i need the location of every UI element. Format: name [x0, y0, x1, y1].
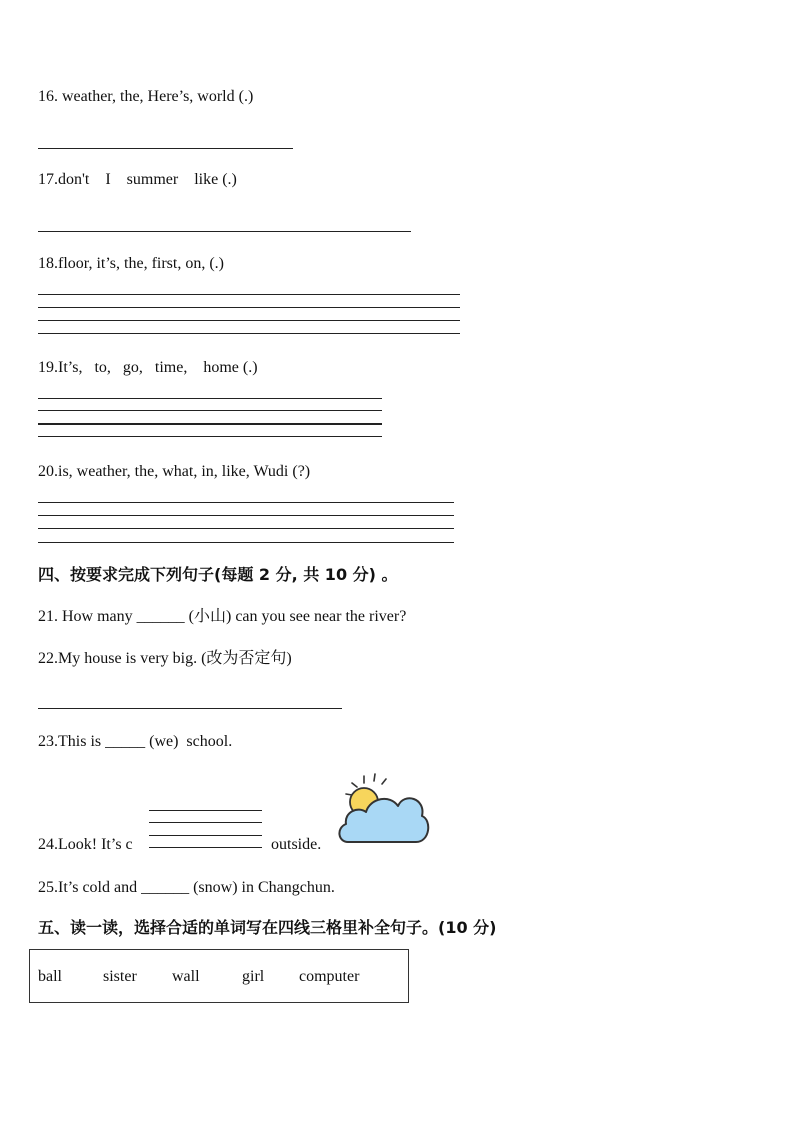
sun-ray: [374, 774, 375, 781]
question-19: 19.It’s, to, go, time, home (.): [38, 359, 258, 376]
answer-line-22[interactable]: [38, 708, 342, 709]
grid-line: [149, 847, 262, 848]
question-25: 25.It’s cold and ______ (snow) in Changchun.: [38, 879, 335, 896]
question-20: 20.is, weather, the, what, in, like, Wudi (?): [38, 463, 311, 480]
grid-line: [38, 423, 382, 425]
grid-line: [149, 810, 262, 811]
word-bank-item: computer: [299, 968, 360, 985]
sun-ray: [382, 779, 386, 784]
question-17: 17.don't I summer like (.): [38, 171, 237, 188]
section-4-title: 四、按要求完成下列句子(每题 2 分, 共 10 分) 。: [38, 565, 398, 584]
word-bank-item: sister: [103, 968, 137, 985]
grid-line: [38, 528, 454, 529]
question-22: 22.My house is very big. (改为否定句): [38, 650, 292, 667]
grid-line: [38, 436, 382, 437]
answer-line-16[interactable]: [38, 148, 293, 149]
grid-line: [149, 835, 262, 836]
grid-line: [38, 294, 460, 295]
cloudy-weather-icon: [334, 770, 430, 850]
question-23: 23.This is _____ (we) school.: [38, 733, 233, 750]
sun-ray: [352, 783, 357, 787]
word-bank-item: girl: [242, 968, 265, 985]
question-24-suffix: outside.: [271, 836, 322, 853]
word-bank-item: wall: [172, 968, 200, 985]
word-bank-item: ball: [38, 968, 62, 985]
grid-line: [38, 307, 460, 308]
grid-line: [38, 502, 454, 503]
answer-line-17[interactable]: [38, 231, 411, 232]
grid-line: [38, 398, 382, 399]
section-5-title: 五、读一读，选择合适的单词写在四线三格里补全句子。(10 分): [38, 918, 497, 937]
grid-line: [38, 320, 460, 321]
question-24-prefix: 24.Look! It’s c: [38, 836, 133, 853]
question-16: 16. weather, the, Here’s, world (.): [38, 88, 254, 105]
grid-line: [38, 542, 454, 543]
question-18: 18.floor, it’s, the, first, on, (.): [38, 255, 224, 272]
grid-line: [38, 333, 460, 334]
grid-line: [38, 515, 454, 516]
grid-line: [149, 822, 262, 823]
question-21: 21. How many ______ (小山) can you see near the river?: [38, 608, 407, 625]
grid-line: [38, 410, 382, 411]
